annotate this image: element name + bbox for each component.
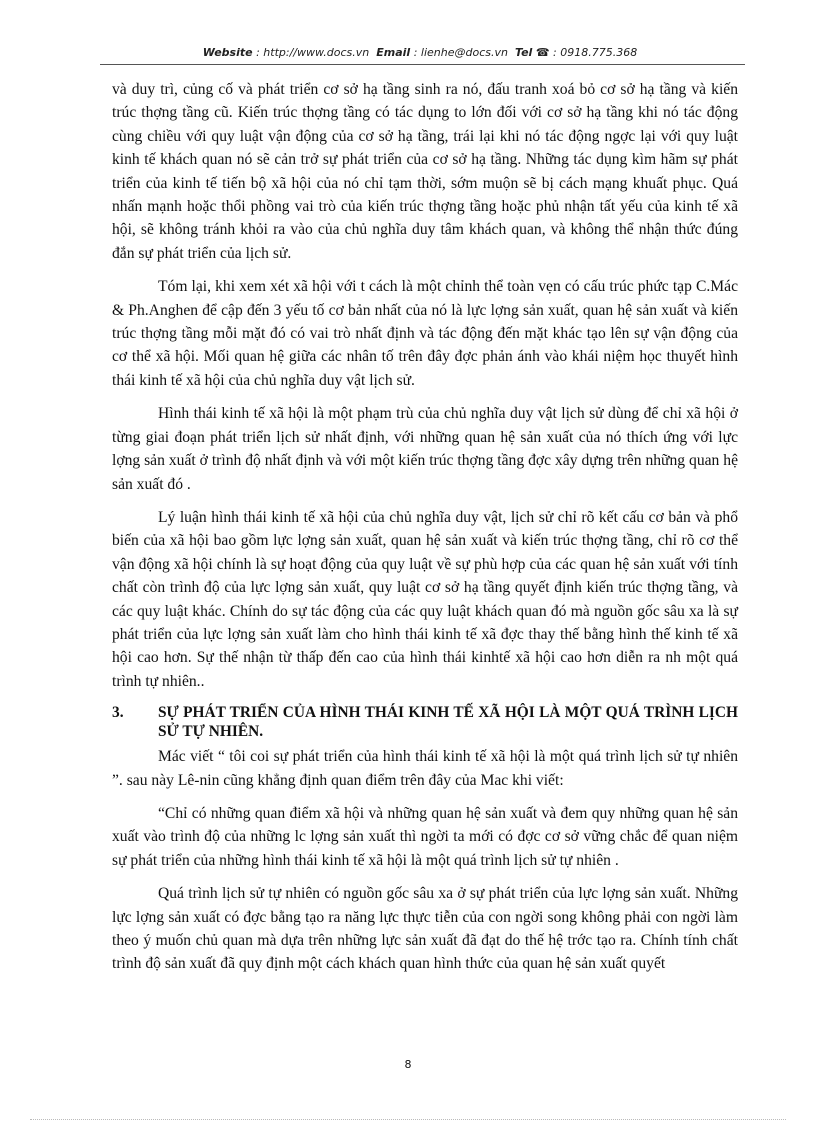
email-value: : lienhe@docs.vn [413, 46, 508, 59]
section-heading [112, 703, 738, 741]
section-number: 3. [112, 704, 124, 722]
footer-divider [30, 1119, 786, 1120]
email-label: Email [376, 46, 411, 59]
website-label: Website [202, 46, 253, 59]
section-title: SỰ PHÁT TRIỂN CỦA HÌNH THÁI KINH TẾ XÃ HỘI LÀ MỘT QUÁ TRÌNH LỊCH SỬ TỰ NHIÊN. [158, 704, 738, 741]
paragraph-5: Mác viết “ tôi coi sự phát triển của hình thái kinh tế xã hội là một quá trình lịch sử tự nhiên ”. sau này Lê-nin cũng khẳng định quan điểm trên đây của Mac khi viết: [112, 748, 738, 789]
paragraph-7: Quá trình lịch sử tự nhiên có nguồn gốc sâu xa ở sự phát triển của lực lợng sản xuất. Những lực lợng sản xuất có đợc bằng tạo ra năng lực thực tiễn của con ngời song không phải con ngời làm theo ý muốn chủ quan mà dựa trên những lực sản xuất đã đạt do thế hệ trớc tạo ra. Chính tính chất trình độ sản xuất đã quy định một cách khách quan hình thức của quan hệ sản xuất quyết [112, 885, 738, 973]
document-body [112, 78, 738, 986]
page-header [100, 46, 740, 59]
page-number: 8 [404, 1058, 412, 1071]
paragraph-3: Hình thái kinh tế xã hội là một phạm trù của chủ nghĩa duy vật lịch sử dùng để chỉ xã hội ở từng giai đoạn phát triển lịch sử nhất định, với những quan hệ sản xuất của nó thích ứng với lực lợng sản xuất ở trình độ nhất định và với một kiến trúc thợng tầng đợc xây dựng trên những quan hệ sản xuất đó . [112, 405, 738, 493]
paragraph-4: Lý luận hình thái kinh tế xã hội của chủ nghĩa duy vật, lịch sử chỉ rõ kết cấu cơ bản và phổ biến của xã hội bao gồm lực lợng sản xuất, quan hệ sản xuất và kiến trúc thợng tầng, chỉ rõ cơ thể vận động xã hội chính là sự hoạt động của quy luật về sự phù hợp của các quan hệ sản xuất với tính chất còn trình độ của lực lợng sản xuất, quy luật cơ sở hạ tầng quyết định kiến trúc thợng tầng, và các quy luật khác. Chính do sự tác động của các quy luật khách quan đó mà nguồn gốc sâu xa là sự phát triển của lực lợng sản xuất làm cho hình thái kinh tế xã đợc thay thế bằng hình thế kinh tế xã hội cao hơn. Sự thế nhận từ thấp đến cao của hình thái kinhtế xã hội cao hơn diễn ra nh một quá trình tự nhiên.. [112, 508, 738, 690]
website-value: : http://www.docs.vn [256, 46, 370, 59]
tel-value: : 0918.775.368 [553, 46, 638, 59]
phone-icon: ☎ [535, 46, 550, 59]
paragraph-1: và duy trì, củng cố và phát triển cơ sở hạ tầng sinh ra nó, đấu tranh xoá bỏ cơ sở hạ tầng và kiến trúc thợng tầng cũ. Kiến trúc thợng tầng có tác dụng to lớn đối với cơ sở hạ tầng khi nó tác động cùng chiều với quy luật vận động của cơ sở hạ tầng, trái lại khi nó tác động ngợc lại với quy luật kinh tế khách quan nó sẽ cản trở sự phát triển của cơ sở hạ tầng. Những tác dụng kìm hãm sự phát triển của kinh tế tiến bộ xã hội của nó chỉ tạm thời, sớm muộn sẽ bị cách mạng khuất phục. Quá nhấn mạnh hoặc thổi phồng vai trò của kiến trúc thợng tầng hoặc phủ nhận tất yếu của kinh tế xã hội, sẽ không tránh khỏi ra vào của chủ nghĩa duy tâm khách quan, và không thể nhận thức đúng đắn sự phát triển của lịch sử. [112, 81, 738, 262]
paragraph-2: Tóm lại, khi xem xét xã hội với t cách là một chỉnh thể toàn vẹn có cấu trúc phức tạp C.Mác & Ph.Anghen để cập đến 3 yếu tố cơ bản nhất của nó là lực lợng sản xuất, quan hệ sản xuất và kiến trúc thợng tầng mỗi mặt đó có vai trò nhất định và tác động đến mặt khác tạo lên sự vận động của cơ thể xã hội. Mối quan hệ giữa các nhân tố trên đây đợc phản ánh vào khái niệm học thuyết hình thái kinh tế xã hội của chủ nghĩa duy vật lịch sử. [112, 278, 738, 389]
header-divider [100, 64, 745, 65]
tel-label: Tel [514, 46, 533, 59]
paragraph-6: “Chỉ có những quan điểm xã hội và những quan hệ sản xuất và đem quy những quan hệ sản xuất vào trình độ của những lc lợng sản xuất thì ngời ta mới có đợc cơ sở vững chắc để quan niệm sự phát triển của những hình thái kinh tế xã hội là một quá trình lịch sử tự nhiên . [112, 804, 738, 869]
